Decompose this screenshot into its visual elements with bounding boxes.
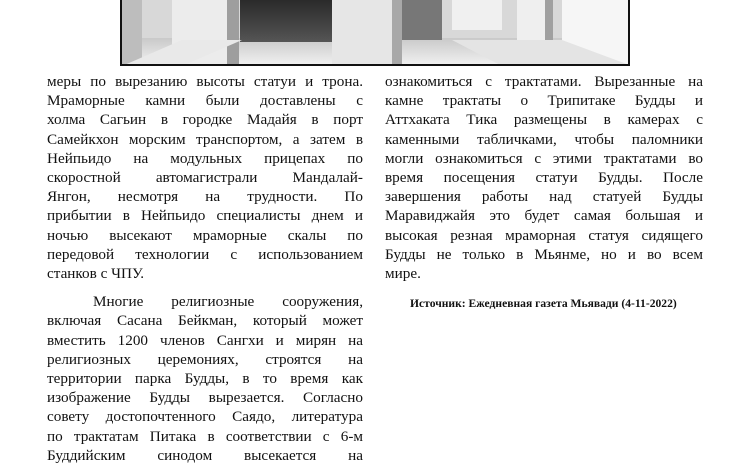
text-line: время посещения статуи Будды. После <box>385 169 703 187</box>
text-line: религиозных церемониях, строятся на <box>47 350 363 368</box>
text-line: каменными табличками, чтобы паломники <box>385 130 703 148</box>
text-line: холма Сагьин в городке Мадайя в порт <box>47 111 363 129</box>
text-line: Аттхаката Тика размещены в камерах с <box>385 111 703 129</box>
text-line: ночью высекают мраморные скалы по <box>47 226 363 244</box>
text-line: Буддийским синодом высекается на <box>47 446 363 464</box>
text-line: Многие религиозные сооружения, <box>93 293 363 311</box>
statue-construction-photo <box>122 0 630 66</box>
text-line: Янгон, несмотря на трудности. По <box>47 188 363 206</box>
text-line: прибытии в Нейпьидо специалисты днем и <box>47 207 363 225</box>
text-line: изображение Будды вырезается. Согласно <box>47 389 363 407</box>
left-column <box>47 72 363 465</box>
source-citation: Источник: Ежедневная газета Мьявади (4-11-2022) <box>410 297 677 310</box>
text-line: меры по вырезанию высоты статуи и трона. <box>47 73 363 90</box>
text-line: могли ознакомиться с этими трактатами во <box>385 149 703 167</box>
text-line: завершения работы над статуей Будды <box>385 188 703 206</box>
text-line: передовой технологии с использованием <box>47 245 363 263</box>
text-line: Будды не только в Мьянме, но и во всем <box>385 245 703 263</box>
text-line: совету достопочтенного Саядо, литература <box>47 408 363 426</box>
paragraph-2 <box>47 292 363 465</box>
text-line: Самейкхон морским транспортом, а затем в <box>47 130 363 148</box>
text-line: территории парка Будды, в то время как <box>47 370 363 388</box>
text-line: Маравиджайя это будет самая большая и <box>385 207 703 225</box>
text-line: вместить 1200 членов Сангхи и мирян на <box>47 331 363 349</box>
paragraph-1 <box>47 72 363 283</box>
text-line: Мраморные камни были доставлены с <box>47 92 363 110</box>
text-line: включая Сасана Бейкман, который может <box>47 312 363 330</box>
text-line: высокая резная мраморная статуя сидящего <box>385 226 703 244</box>
photo <box>120 0 630 66</box>
text-line: Нейпьидо на модульных прицепах по <box>47 149 363 167</box>
text-line: ознакомиться с трактатами. Вырезанные на <box>385 73 703 90</box>
text-line: по трактатам Питака в соответствии с 6-м <box>47 427 363 445</box>
text-line: скоростной автомагистрали Мандалай- <box>47 169 363 187</box>
paragraph-3 <box>385 72 703 283</box>
text-line: мире. <box>385 265 421 283</box>
text-line: станков с ЧПУ. <box>47 265 145 283</box>
right-column <box>385 72 703 283</box>
text-line: камне трактаты о Трипитаке Будды и <box>385 92 703 110</box>
